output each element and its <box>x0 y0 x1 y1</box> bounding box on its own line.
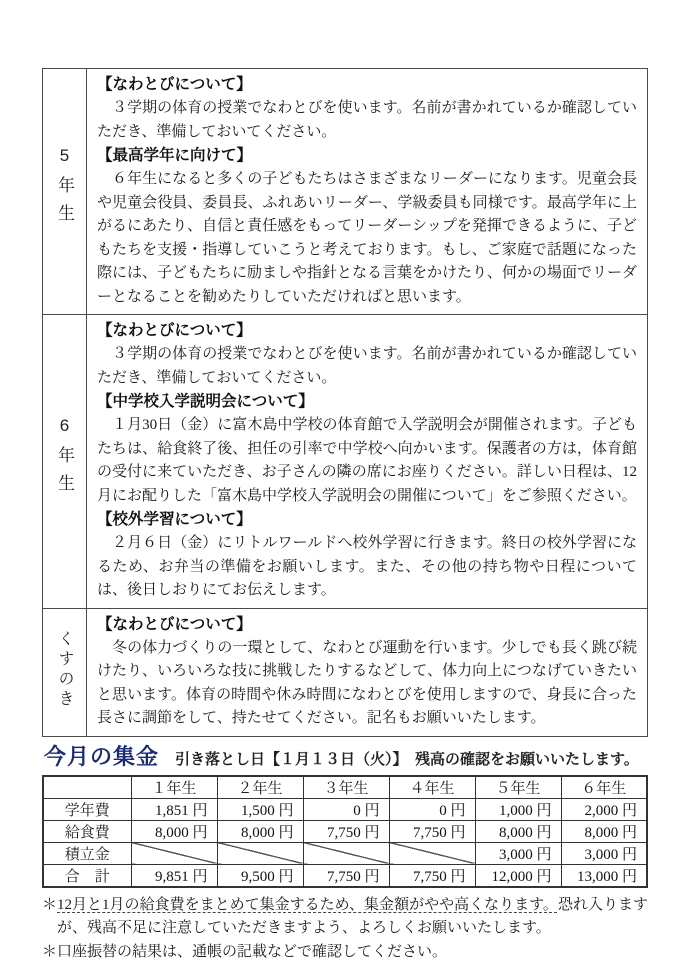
grade-label-cell-6nensei <box>43 315 87 609</box>
footnote-text: 恐れ入りますが、残高不足に注意していただきますよう、よろしくお願いいたします。 <box>57 896 648 936</box>
grade-label-cell-5nensei <box>43 69 87 315</box>
fee-value-cell: 1,000 円 <box>475 798 561 820</box>
section-body: ３学期の体育の授業でなわとびを使います。名前が書かれているか確認していただき、準備しておいてください。 <box>97 346 637 386</box>
grade-row-5nensei <box>43 69 648 315</box>
fee-value-cell: 9,851 円 <box>131 864 217 887</box>
grade-label-6nensei: 6年生 <box>55 415 74 502</box>
section-body: ６年生になると多くの子どもたちはさまざまなリーダーになります。児童会長や児童会役員、委員長、ふれあいリーダー、学級委員も同様です。最高学年に上がるにあたり、自信と責任感をもってリーダーシップを発揮できるように、子どもたちを支援・指導していこうと考えております。もし、ご家庭で話題になった際には、子どもたちに励ましや指針となる言葉をかけたり、何かの場面でリーダーとなることを勧めたりしていただければと思います。 <box>97 171 638 305</box>
collection-header <box>42 740 648 771</box>
section-body: ２月６日（金）にリトルワールドへ校外学習に行きます。終日の校外学習になるため、お弁当の準備をお願いします。また、その他の持ち物や日程については、後日しおりにてお伝えします。 <box>97 535 637 598</box>
footnote-underlined-text: 12月と1月の給食費をまとめて集金するため、集金額がやや高くなります。 <box>57 896 558 913</box>
fee-header-row <box>43 776 647 799</box>
fee-value-cell: 7,750 円 <box>303 864 389 887</box>
fee-value-cell: 8,000 円 <box>217 820 303 842</box>
fee-na-cell-diagonal <box>131 842 217 864</box>
fee-value-cell: 8,000 円 <box>475 820 561 842</box>
grade-row-6nensei <box>43 315 648 609</box>
fee-col-header: ２年生 <box>217 776 303 799</box>
fee-row-total <box>43 864 647 887</box>
fee-col-header: ５年生 <box>475 776 561 799</box>
fee-row-label: 給食費 <box>43 820 131 842</box>
fee-value-cell: 2,000 円 <box>561 798 647 820</box>
fee-table <box>42 775 648 888</box>
fee-value-cell: 8,000 円 <box>131 820 217 842</box>
fee-row-label: 積立金 <box>43 842 131 864</box>
fee-corner-cell <box>43 776 131 799</box>
fee-col-header: ６年生 <box>561 776 647 799</box>
fee-na-cell-diagonal <box>217 842 303 864</box>
section-body: １月30日（金）に富木島中学校の体育館で入学説明会が開催されます。子どもたちは、給食終了後、担任の引率で中学校へ向かいます。保護者の方は，体育館の受付に来ていただき、お子さんの隣の席にお座りください。詳しい日程は、12月にお配りした「富木島中学校入学説明会の開催について」をご参照ください。 <box>97 417 637 504</box>
fee-value-cell: 12,000 円 <box>475 864 561 887</box>
grade-sections-table <box>42 68 648 737</box>
fee-value-cell: 7,750 円 <box>389 820 475 842</box>
grade-label-cell-kusunoki <box>43 608 87 736</box>
fee-value-cell: 7,750 円 <box>389 864 475 887</box>
fee-na-cell-diagonal <box>389 842 475 864</box>
fee-value-cell: 3,000 円 <box>475 842 561 864</box>
fee-value-cell: 13,000 円 <box>561 864 647 887</box>
fee-na-cell-diagonal <box>303 842 389 864</box>
grade-row-kusunoki <box>43 608 648 736</box>
footnote-passbook <box>42 941 648 965</box>
fee-row-gakunenhi <box>43 798 647 820</box>
section-body: 冬の体力づくりの一環として、なわとび運動を行います。少しでも長く跳び続けたり、いろいろな技に挑戦したりするなどして、体力向上につなげていきたいと思います。体育の時間や休み時間になわとびを使用しますので、身長に合った長さに調節をして、持たせてください。記名もお願いいたします。 <box>97 639 637 726</box>
fee-value-cell: 0 円 <box>389 798 475 820</box>
fee-value-cell: 9,500 円 <box>217 864 303 887</box>
fee-col-header: １年生 <box>131 776 217 799</box>
footnotes <box>42 894 648 965</box>
asterisk-marker: ＊ <box>42 943 58 960</box>
section-heading: 【最高学年に向けて】 <box>97 147 253 164</box>
section-heading: 【校外学習について】 <box>97 511 252 528</box>
fee-col-header: ３年生 <box>303 776 389 799</box>
fee-col-header: ４年生 <box>389 776 475 799</box>
fee-value-cell: 1,851 円 <box>131 798 217 820</box>
asterisk-marker: ＊ <box>42 896 58 913</box>
fee-row-kyushokuhi <box>43 820 647 842</box>
fee-row-tsumitatekin <box>43 842 647 864</box>
section-heading: 【なわとびについて】 <box>97 76 252 93</box>
collection-title: 今月の集金 <box>44 743 160 769</box>
footnote-fee-increase <box>42 894 648 941</box>
grade-label-5nensei: 5年生 <box>55 146 74 232</box>
grade-content-6nensei <box>87 315 648 609</box>
section-heading: 【なわとびについて】 <box>97 615 252 633</box>
fee-value-cell: 7,750 円 <box>303 820 389 842</box>
fee-row-label: 合 計 <box>43 864 131 887</box>
fee-value-cell: 0 円 <box>303 798 389 820</box>
collection-subtitle: 引き落とし日【１月１３日（火）】 残高の確認をお願いいたします。 <box>175 750 639 768</box>
fee-value-cell: 3,000 円 <box>561 842 647 864</box>
fee-value-cell: 8,000 円 <box>561 820 647 842</box>
fee-row-label: 学年費 <box>43 798 131 820</box>
grade-content-5nensei <box>87 69 648 315</box>
section-heading: 【中学校入学説明会について】 <box>97 393 314 410</box>
fee-value-cell: 1,500 円 <box>217 798 303 820</box>
footnote-text: 口座振替の結果は、通帳の記載などで確認してください。 <box>57 943 448 960</box>
grade-label-kusunoki: くすのき <box>56 629 73 710</box>
grade-content-kusunoki <box>87 608 648 736</box>
section-heading: 【なわとびについて】 <box>97 322 252 339</box>
section-body: ３学期の体育の授業でなわとびを使います。名前が書かれているか確認していただき、準備しておいてください。 <box>97 100 637 140</box>
